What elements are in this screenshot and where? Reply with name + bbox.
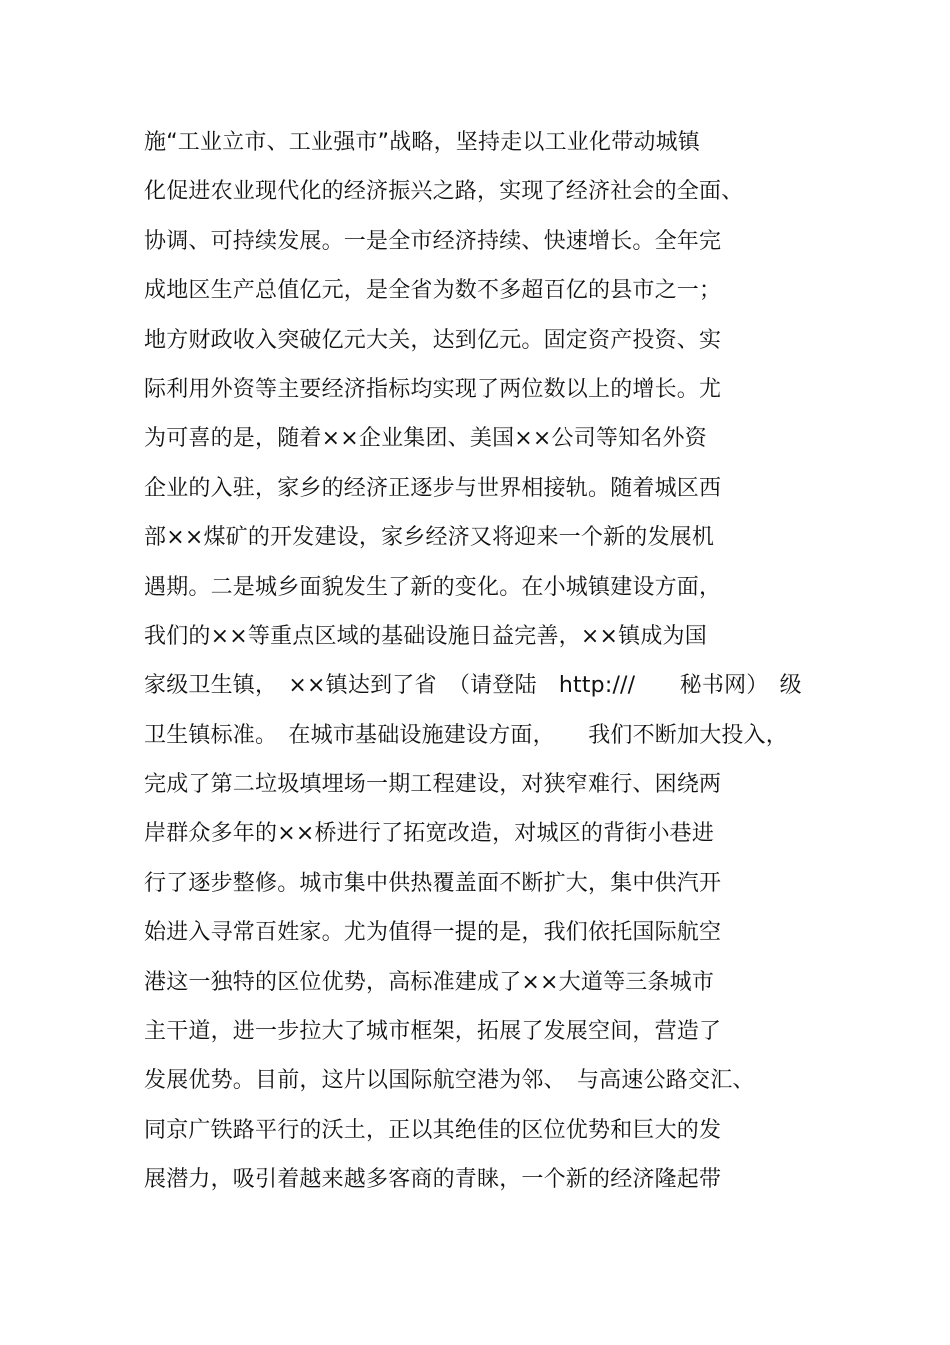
text-line: 始进入寻常百姓家。尤为值得一提的是，我们依托国际航空 xyxy=(144,920,722,946)
text-line: 发展优势。目前，这片以国际航空港为邻、 与高速公路交汇、 xyxy=(144,1068,755,1094)
text-line: 我们的××等重点区域的基础设施日益完善，××镇成为国 xyxy=(144,623,707,649)
text-line: 港这一独特的区位优势，高标准建成了××大道等三条城市 xyxy=(144,969,715,995)
text-line: 行了逐步整修。城市集中供热覆盖面不断扩大，集中供汽开 xyxy=(144,870,722,896)
text-line: 成地区生产总值亿元，是全省为数不多超百亿的县市之一； xyxy=(144,278,722,304)
text-line: 主干道，进一步拉大了城市框架，拓展了发展空间，营造了 xyxy=(144,1019,722,1045)
text-line: 施“工业立市、工业强市”战略，坚持走以工业化带动城镇 xyxy=(144,130,700,155)
text-line: 同京广铁路平行的沃土，正以其绝佳的区位优势和巨大的发 xyxy=(144,1117,722,1143)
body-text xyxy=(144,118,824,1205)
text-line: 地方财政收入突破亿元大关，达到亿元。固定资产投资、实 xyxy=(144,327,722,353)
text-line: 为可喜的是，随着××企业集团、美国××公司等知名外资 xyxy=(144,426,707,452)
text-line: 协调、可持续发展。一是全市经济持续、快速增长。全年完 xyxy=(144,228,722,254)
text-line: 完成了第二垃圾填埋场一期工程建设，对狭窄难行、困绕两 xyxy=(144,772,722,798)
text-line: 部××煤矿的开发建设，家乡经济又将迎来一个新的发展机 xyxy=(144,525,715,551)
text-line: 岸群众多年的××桥进行了拓宽改造，对城区的背街小巷进 xyxy=(144,821,715,847)
text-line: 际利用外资等主要经济指标均实现了两位数以上的增长。尤 xyxy=(144,376,722,402)
text-line: 遇期。二是城乡面貌发生了新的变化。在小城镇建设方面， xyxy=(144,574,722,600)
text-line: 企业的入驻，家乡的经济正逐步与世界相接轨。随着城区西 xyxy=(144,475,722,501)
text-line: 家级卫生镇， ××镇达到了省 （请登陆 http:/// 秘书网） 级 xyxy=(144,673,802,699)
text-line: 化促进农业现代化的经济振兴之路，实现了经济社会的全面、 xyxy=(144,179,744,205)
text-line: 卫生镇标准。 在城市基础设施建设方面， 我们不断加大投入， xyxy=(144,722,789,748)
text-line: 展潜力，吸引着越来越多客商的青睐，一个新的经济隆起带 xyxy=(144,1167,722,1193)
